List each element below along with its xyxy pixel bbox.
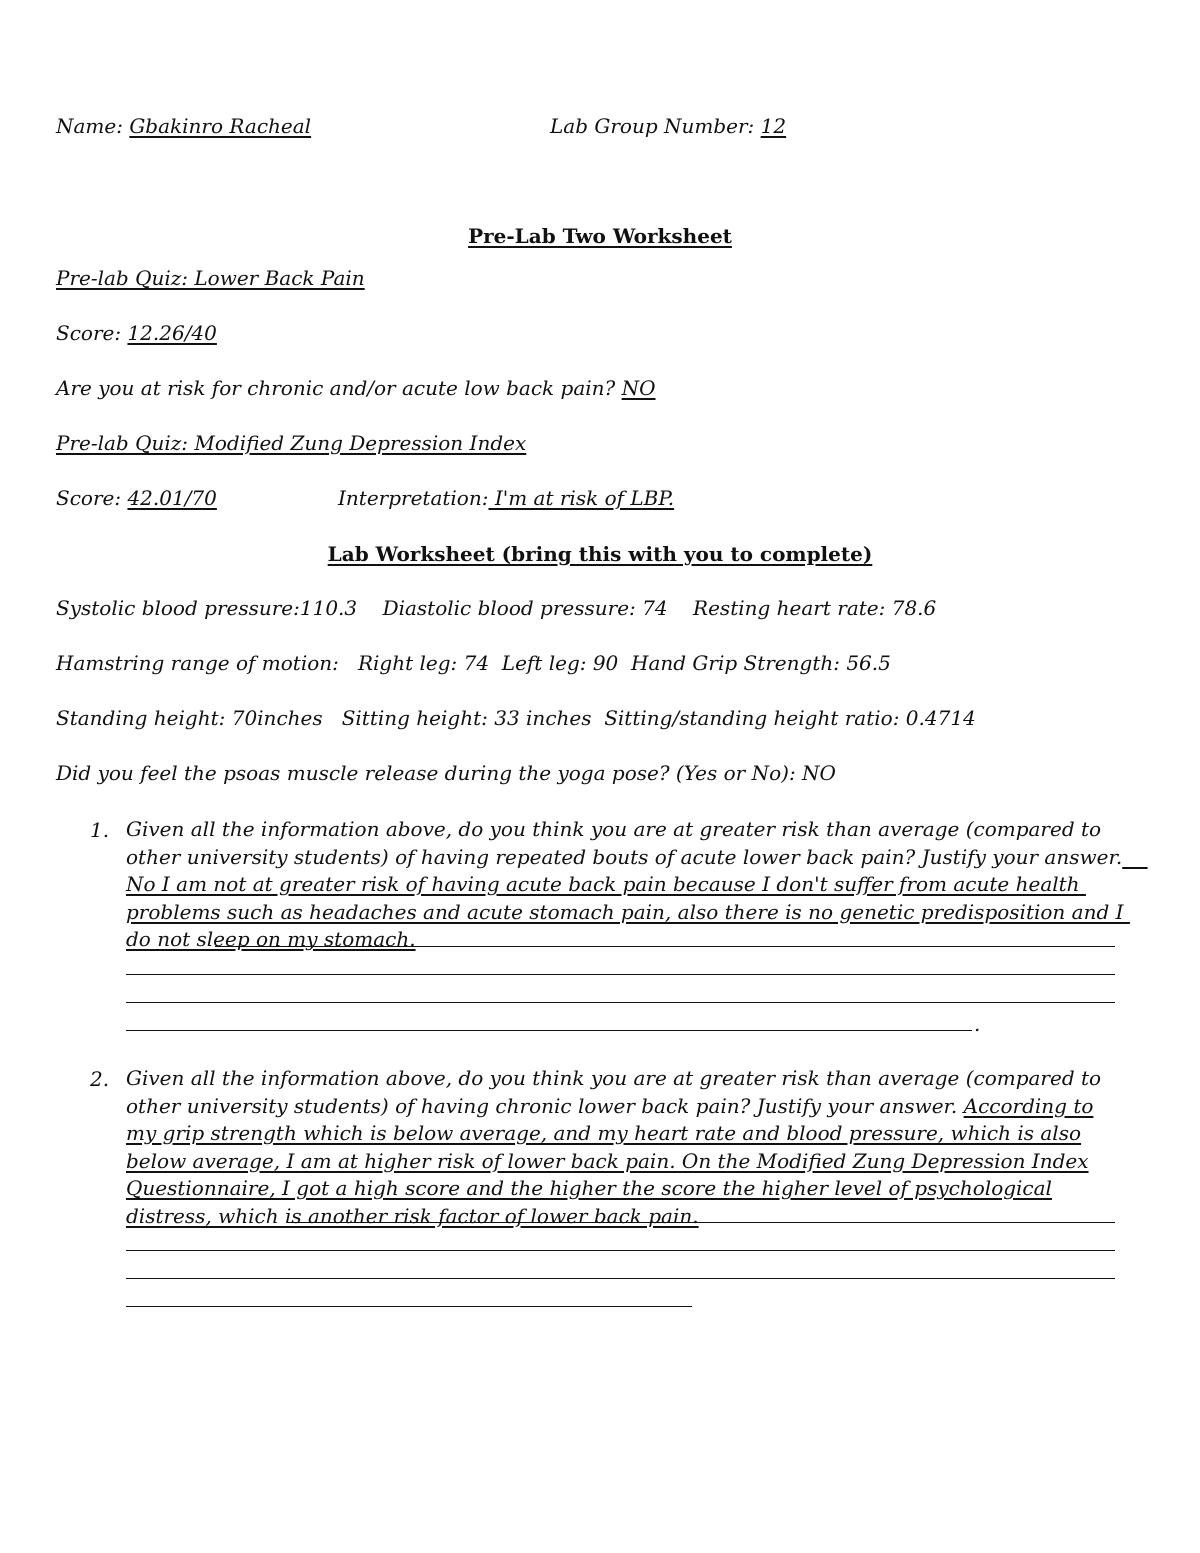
question-1 [126, 816, 1148, 954]
interpretation-line [338, 486, 674, 510]
quiz2-score-value: 42.01/70 [127, 486, 217, 510]
name-value: Gbakinro Racheal [129, 114, 312, 138]
answer-line [126, 974, 1115, 975]
lab-group-label: Lab Group Number: [550, 114, 755, 138]
lab-group-line [550, 114, 786, 138]
quiz1-score-value: 12.26/40 [127, 321, 217, 345]
answer-line [126, 1306, 692, 1307]
quiz1-heading: Pre-lab Quiz: Lower Back Pain [56, 266, 365, 290]
quiz2-heading: Pre-lab Quiz: Modified Zung Depression Index [56, 431, 527, 455]
hamstring-line: Hamstring range of motion: Right leg: 74 Left leg: 90 Hand Grip Strength: 56.5 [56, 651, 891, 675]
lab-worksheet-heading: Lab Worksheet (bring this with you to complete) [327, 542, 873, 566]
answer-line [126, 1030, 972, 1031]
interpretation-value: I'm at risk of LBP. [488, 486, 675, 510]
question-1-end-mark: . [974, 1012, 981, 1036]
quiz1-score [56, 321, 217, 345]
question-2-number: 2. [90, 1067, 110, 1091]
question-2-answer: According to my grip strength which is below average, and my heart rate and blood pressure, which is also below average, I am at higher risk of lower back pain. On the Modified Zung Depression Index Questionnaire, I got a high score and the higher the score the higher level of psychological distress, which is another risk factor of lower back pain. [126, 1093, 1094, 1228]
quiz2-score-label: Score: [56, 486, 122, 510]
answer-line [215, 946, 1115, 947]
lab-group-value: 12 [760, 114, 787, 138]
question-2 [126, 1065, 1126, 1230]
height-line: Standing height: 70inches Sitting height: 33 inches Sitting/standing height ratio: 0.4714 [56, 706, 976, 730]
quiz1-score-label: Score: [56, 321, 122, 345]
quiz2-score [56, 486, 217, 510]
answer-line [126, 1002, 1115, 1003]
psoas-line: Did you feel the psoas muscle release during the yoga pose? (Yes or No): NO [56, 761, 836, 785]
answer-line [288, 1222, 1115, 1223]
answer-line [126, 1250, 1115, 1251]
question-1-answer: No I am not at greater risk of having acute back pain because I don't suffer from acute health problems such as headaches and acute stomach pain, also there is no genetic predisposition and I do not sleep on my stomach. [126, 844, 1148, 951]
page-title: Pre-Lab Two Worksheet [468, 224, 732, 248]
risk-answer: NO [621, 376, 656, 400]
question-1-prompt: Given all the information above, do you think you are at greater risk than average (compared to other university students) of having repeated bouts of acute lower back pain? Justify your answer. [126, 817, 1123, 869]
question-2-prompt: Given all the information above, do you think you are at greater risk than average (compared to other university students) of having chronic lower back pain? Justify your answer. [126, 1066, 1102, 1118]
risk-question: Are you at risk for chronic and/or acute low back pain? [56, 376, 616, 400]
interpretation-label: Interpretation: [338, 486, 489, 510]
answer-line [126, 1278, 1115, 1279]
question-1-number: 1. [90, 818, 110, 842]
blood-pressure-line: Systolic blood pressure:110.3 Diastolic blood pressure: 74 Resting heart rate: 78.6 [56, 596, 937, 620]
name-line [56, 114, 311, 138]
name-label: Name: [56, 114, 123, 138]
risk-question-line [56, 376, 656, 400]
